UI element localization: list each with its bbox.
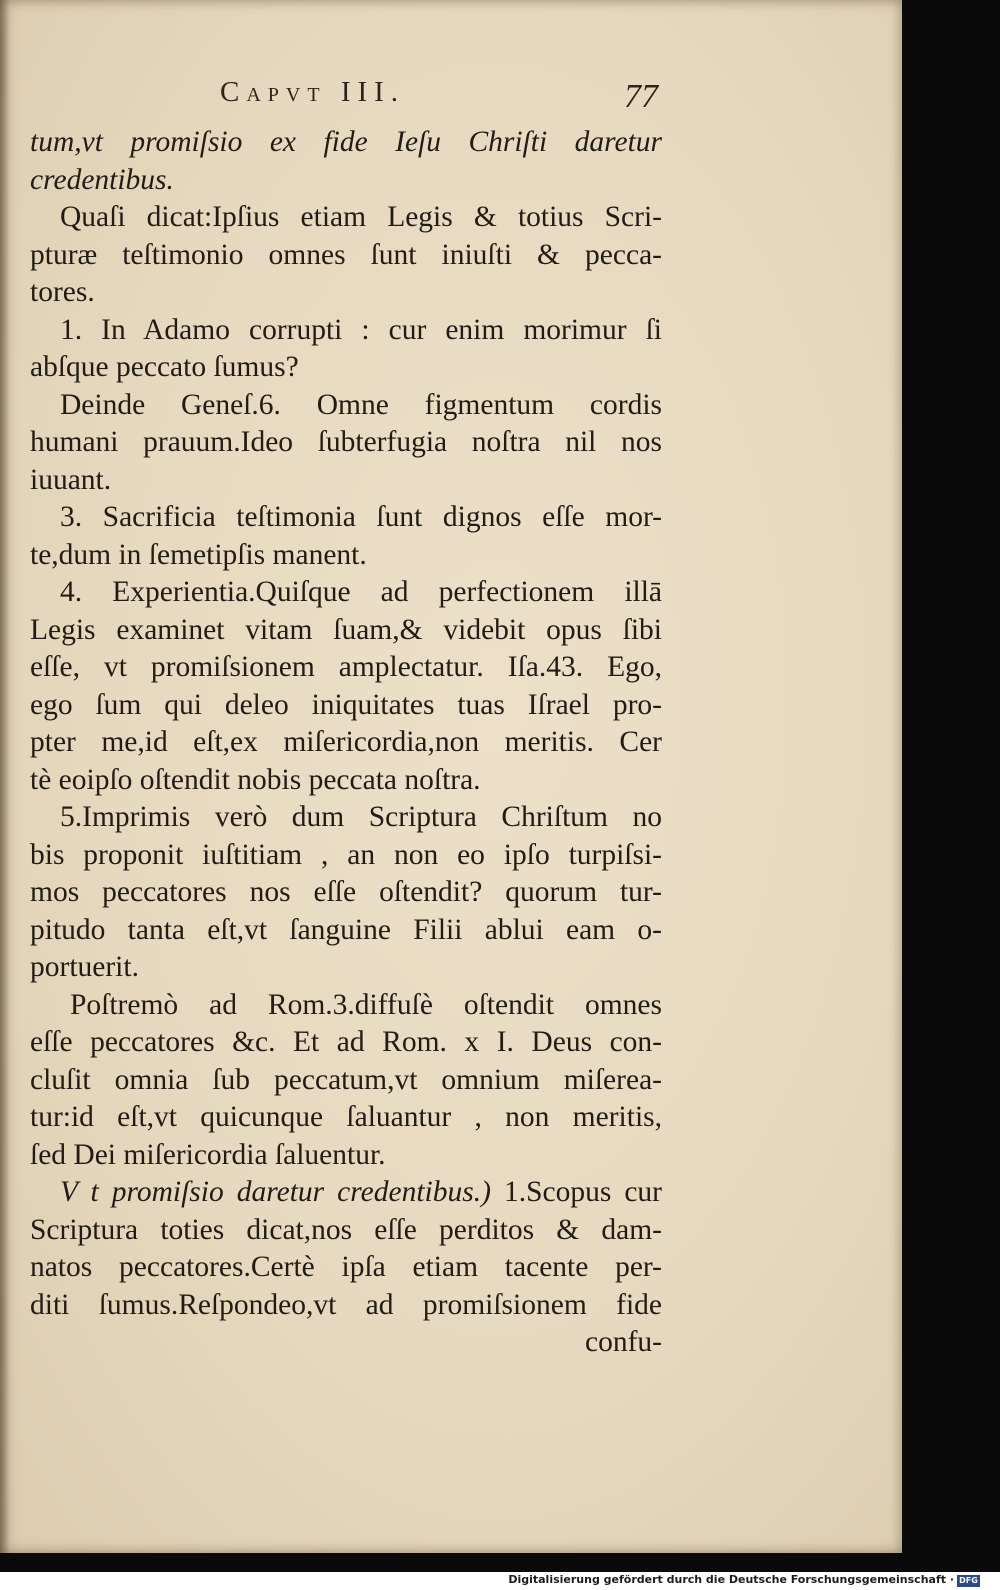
text-line: 3. Sacrificia teſtimonia ſunt dignos eſſe mor- — [60, 501, 662, 533]
text-line: Scriptura toties dicat,nos eſſe perditos & dam- — [30, 1213, 662, 1246]
page-header — [220, 76, 660, 126]
text-line: Legis examinet vitam ſuam,& videbit opus ſibi — [30, 613, 662, 646]
footer-bar — [0, 1572, 1000, 1590]
text-line: Deinde Geneſ.6. Omne figmentum cordis — [60, 388, 662, 421]
text-line: tè eoipſo oſtendit nobis peccata noſtra. — [30, 763, 481, 796]
text-line: pter me,id eſt,ex miſericordia,non meritis. Cer — [30, 726, 662, 758]
text-line: iuuant. — [30, 463, 112, 496]
text-line: tum,vt promiſsio ex fide Ieſu Chriſti daretur — [30, 126, 662, 158]
text-line: portuerit. — [30, 951, 139, 983]
text-line: ego ſum qui deleo iniquitates tuas Iſrael pro- — [30, 688, 662, 721]
text-line: confu- — [585, 1326, 662, 1358]
body-text — [30, 124, 662, 1362]
text-line: tur:id eſt,vt quicunque ſaluantur , non meritis, — [30, 1101, 662, 1133]
text-line: V t promiſsio daretur credentibus.) 1.Scopus cur — [60, 1176, 662, 1208]
text-line: credentibus. — [30, 163, 174, 196]
text-line: 1. In Adamo corrupti : cur enim morimur ſi — [60, 313, 662, 346]
text-line: Poſtremò ad Rom.3.diffuſè oſtendit omnes — [70, 988, 662, 1021]
text-line: eſſe peccatores &c. Et ad Rom. x I. Deus con- — [30, 1026, 662, 1058]
text-line: abſque peccato ſumus? — [30, 351, 299, 383]
text-line: pturæ teſtimonio omnes ſunt iniuſti & pecca- — [30, 238, 662, 271]
text-line: natos peccatores.Certè ipſa etiam tacente per- — [30, 1251, 662, 1283]
text-line: pitudo tanta eſt,vt ſanguine Filii ablui eam o- — [30, 913, 662, 946]
running-head: Capvt III. — [220, 76, 406, 108]
text-line: ſed Dei miſericordia ſaluentur. — [30, 1138, 386, 1171]
gutter-shadow — [0, 0, 10, 1553]
text-line: bis proponit iuſtitiam , an non eo ipſo turpiſsi- — [30, 838, 662, 871]
text-line: Quaſi dicat:Ipſius etiam Legis & totius Scri- — [60, 201, 662, 233]
text-line: mos peccatores nos eſſe oſtendit? quorum tur- — [30, 876, 662, 908]
dfg-logo: DFG — [957, 1575, 980, 1587]
text-line: 5.Imprimis verò dum Scriptura Chriſtum no — [60, 801, 662, 833]
text-line: te,dum in ſemetipſis manent. — [30, 538, 367, 571]
text-line: humani prauum.Ideo ſubterfugia noſtra nil nos — [30, 426, 662, 458]
text-line: cluſit omnia ſub peccatum,vt omnium miſerea- — [30, 1063, 662, 1096]
text-line: 4. Experientia.Quiſque ad perfectionem illā — [60, 576, 662, 608]
text-line: eſſe, vt promiſsionem amplectatur. Iſa.43. Ego, — [30, 651, 662, 683]
page-number: 77 — [624, 78, 658, 115]
text-line: diti ſumus.Reſpondeo,vt ad promiſsionem fide — [30, 1288, 662, 1321]
text-line: tores. — [30, 276, 95, 308]
funding-credit: Digitalisierung gefördert durch die Deutsche Forschungsgemeinschaft · — [508, 1573, 954, 1586]
